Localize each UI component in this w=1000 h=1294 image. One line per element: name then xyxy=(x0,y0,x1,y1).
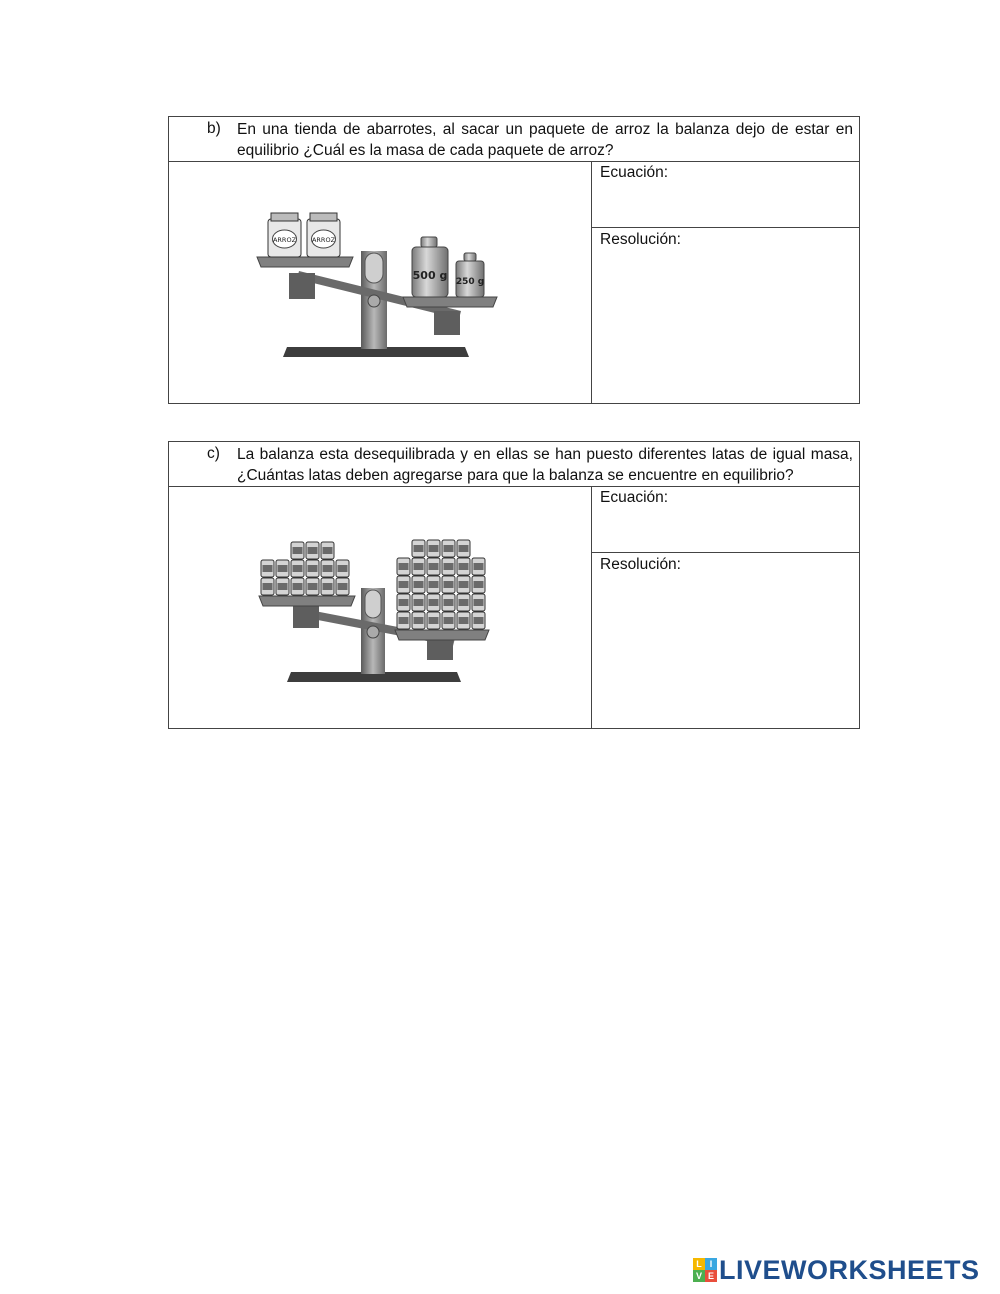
right-pan-support xyxy=(427,640,453,660)
problem-c xyxy=(168,441,860,729)
can xyxy=(457,540,470,557)
can xyxy=(397,576,410,593)
svg-text:ARROZ: ARROZ xyxy=(272,236,297,244)
can xyxy=(427,576,440,593)
liveworksheets-logo-icon: L I V E xyxy=(693,1258,717,1282)
can xyxy=(427,558,440,575)
equation-input[interactable] xyxy=(597,512,853,548)
svg-text:250 g: 250 g xyxy=(455,277,485,287)
can xyxy=(291,578,304,595)
equation-cell xyxy=(591,161,859,228)
resolution-input[interactable] xyxy=(597,254,853,399)
can xyxy=(276,560,289,577)
can xyxy=(472,594,485,611)
can xyxy=(412,558,425,575)
can xyxy=(336,560,349,577)
resolution-cell xyxy=(591,228,859,403)
resolution-label: Resolución: xyxy=(600,231,681,248)
rice-packet xyxy=(307,213,340,257)
question-letter: b) xyxy=(207,120,221,137)
can xyxy=(457,612,470,629)
right-pan xyxy=(395,630,489,640)
can xyxy=(442,576,455,593)
can xyxy=(457,558,470,575)
can xyxy=(442,540,455,557)
question-letter: c) xyxy=(207,445,220,462)
can xyxy=(306,578,319,595)
can xyxy=(291,542,304,559)
question-row xyxy=(169,442,859,487)
resolution-cell xyxy=(591,553,859,728)
can xyxy=(336,578,349,595)
can xyxy=(427,540,440,557)
balance-scale-cans-illustration xyxy=(169,486,591,729)
svg-text:ARROZ: ARROZ xyxy=(311,236,336,244)
can xyxy=(276,578,289,595)
can xyxy=(321,560,334,577)
problem-b xyxy=(168,116,860,404)
can xyxy=(412,612,425,629)
can xyxy=(412,540,425,557)
equation-label: Ecuación: xyxy=(600,489,669,506)
resolution-input[interactable] xyxy=(597,579,853,724)
can xyxy=(291,560,304,577)
equation-input[interactable] xyxy=(597,187,853,223)
can xyxy=(472,612,485,629)
can xyxy=(261,560,274,577)
liveworksheets-brand xyxy=(693,1255,980,1285)
can xyxy=(306,560,319,577)
equation-cell xyxy=(591,486,859,553)
right-pan xyxy=(403,297,497,307)
can xyxy=(306,542,319,559)
can xyxy=(321,542,334,559)
scale-pivot xyxy=(367,626,379,638)
can xyxy=(457,594,470,611)
can xyxy=(442,558,455,575)
can xyxy=(397,594,410,611)
balance-image-cell xyxy=(169,161,592,403)
right-pan-support xyxy=(434,311,460,335)
left-pan-support xyxy=(289,273,315,299)
weight-500g xyxy=(412,237,448,297)
can xyxy=(427,612,440,629)
svg-text:500 g: 500 g xyxy=(412,269,448,282)
can xyxy=(442,594,455,611)
can xyxy=(321,578,334,595)
can xyxy=(472,558,485,575)
question-row xyxy=(169,117,859,162)
can xyxy=(412,576,425,593)
balance-image-cell xyxy=(169,486,592,728)
can xyxy=(412,594,425,611)
scale-pivot xyxy=(368,295,380,307)
resolution-label: Resolución: xyxy=(600,556,681,573)
left-pan xyxy=(259,596,355,606)
can xyxy=(427,594,440,611)
can xyxy=(457,576,470,593)
balance-scale-rice-illustration xyxy=(169,161,591,404)
rice-packet xyxy=(268,213,301,257)
can xyxy=(261,578,274,595)
can xyxy=(397,558,410,575)
can xyxy=(472,576,485,593)
left-pan-support xyxy=(293,606,319,628)
question-text: La balanza esta desequilibrada y en ellas se han puesto diferentes latas de igual masa, ¿Cuántas latas deben agregarse para que la balanza se encuentre en equilibrio? xyxy=(237,446,853,484)
brand-name: LIVEWORKSHEETS xyxy=(719,1254,980,1285)
weight-250g xyxy=(456,253,484,297)
can xyxy=(442,612,455,629)
can xyxy=(397,612,410,629)
equation-label: Ecuación: xyxy=(600,164,669,181)
question-text: En una tienda de abarrotes, al sacar un paquete de arroz la balanza dejo de estar en equilibrio ¿Cuál es la masa de cada paquete de arroz? xyxy=(237,121,853,159)
left-pan xyxy=(257,257,353,267)
